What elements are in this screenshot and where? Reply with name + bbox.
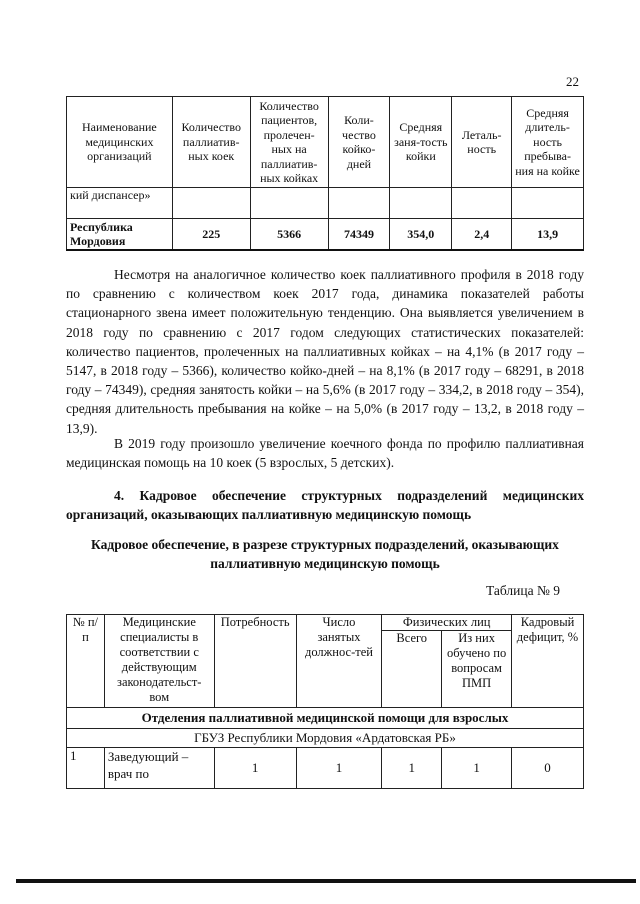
total-occupancy: 354,0 [390,219,452,251]
header-mortality: Леталь-ность [452,97,512,188]
row-deficit: 0 [512,748,584,789]
row-specialist: Заведующий – врач по [104,748,214,789]
row-positions: 1 [296,748,382,789]
header-organization: Наименование медицинских организаций [67,97,173,188]
table-caption: Таблица № 9 [486,583,560,598]
row-total: 1 [382,748,442,789]
org-name-cell: кий диспансер» [67,188,173,219]
header-physical: Физических лиц [382,615,512,631]
total-bed-days: 74349 [328,219,390,251]
total-beds: 225 [172,219,250,251]
section-title: Отделения паллиативной медицинской помощи для взрослых [67,708,584,729]
total-avg-stay: 13,9 [512,219,584,251]
paragraph-dynamics: Несмотря на аналогичное количество коек паллиативного профиля в 2018 году по сравнению с количеством коек 2017 года, динамика показателей работы стационарного звена имеет положительную тенденцию. Она выявляется увеличением в 2018 году по сравнению с 2017 годом следующих статистических показателей: количество пациентов, пролеченных на паллиативных койках – на 4,1% (в 2017 году – 5147, в 2018 году – 5366), количество койко-дней – на 8,1% (в 2017 году – 68291, в 2018 году – 74349), средняя занятость койки – на 5,6% (в 2017 году – 334,2, в 2018 году – 354), средняя длительность пребывания на койке – на 5,0% (в 2017 году – 13,2, в 2018 году – 13,9). [66,267,584,436]
row-trained: 1 [442,748,512,789]
header-need: Потребность [214,615,296,708]
org-name: ГБУЗ Республики Мордовия «Ардатовская РБ» [67,729,584,748]
total-row [67,219,584,251]
header-deficit: Кадровый дефицит, % [512,615,584,708]
header-occupancy: Средняя заня-тость койки [390,97,452,188]
page-number: 22 [566,74,579,89]
header-positions: Число занятых должнос-тей [296,615,382,708]
header-total: Всего [382,631,442,708]
org-row [67,729,584,748]
subheading: Кадровое обеспечение, в разрезе структурных подразделений, оказывающих паллиативную медицинскую помощь [91,537,559,571]
header-patients: Количество пациентов, пролечен-ных на паллиатив-ных койках [250,97,328,188]
header-bed-days: Коли-чество койко-дней [328,97,390,188]
header-beds: Количество паллиатив-ных коек [172,97,250,188]
header-trained: Из них обучено по вопросам ПМП [442,631,512,708]
header-avg-stay: Средняя длитель-ность пребыва-ния на койке [512,97,584,188]
section-heading: 4. Кадровое обеспечение структурных подразделений медицинских организаций, оказывающих паллиативную медицинскую помощь [66,488,584,522]
section-row [67,708,584,729]
header-specialists: Медицинские специалисты в соответствии с действующим законодательст-вом [104,615,214,708]
staffing-table [66,614,584,789]
total-label: Республика Мордовия [67,219,173,251]
table-row [67,188,584,219]
scan-edge-line [16,879,636,883]
table-row [67,748,584,789]
row-need: 1 [214,748,296,789]
total-patients: 5366 [250,219,328,251]
header-num: № п/п [67,615,105,708]
paragraph-bed-fund: В 2019 году произошло увеличение коечного фонда по профилю паллиативная медицинская помощь на 10 коек (5 взрослых, 5 детских). [66,436,584,471]
palliative-beds-table [66,96,584,251]
row-num: 1 [67,748,105,789]
total-mortality: 2,4 [452,219,512,251]
